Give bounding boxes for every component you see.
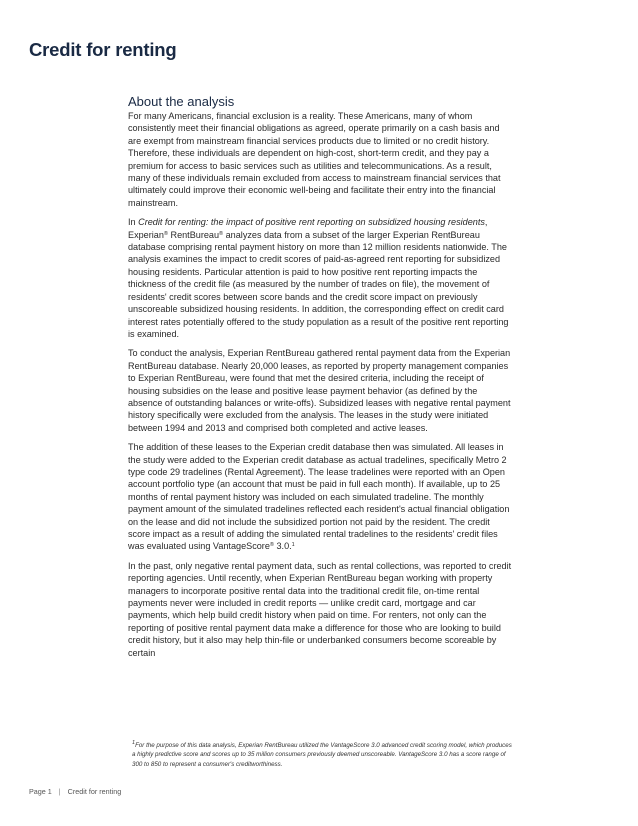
footnote-marker: 1 xyxy=(132,740,136,746)
footnote-text: For the purpose of this data analysis, Experian RentBureau utilized the VantageScore 3.0 advanced credit scoring model, which produces a highly predictive score and scores up to 35 million consumers previously deemed unscoreable. VantageScore 3.0 has a score range of 300 to 850 to represent a consumer's creditworthiness. xyxy=(132,742,512,768)
text-run: In xyxy=(128,217,139,228)
text-run: 3.0. xyxy=(273,541,292,552)
paragraph-methodology: To conduct the analysis, Experian RentBureau gathered rental payment data from the Experian RentBureau database. Nearly 20,000 leases, as reported by property management companies to Experian RentBureau, were found that met the desired criteria, including the receipt of housing subsidies on the lease and positive lease payment behavior (as defined by the absence of outstanding balances or write-offs). Subsidized leases with negative rental payment history specifically were excluded from the analysis. The leases in the study were initiated between 1994 and 2013 and comprised both completed and active leases. xyxy=(128,348,511,433)
footer-label: Credit for renting xyxy=(67,787,122,796)
main-content xyxy=(128,94,512,666)
registered-mark: ® xyxy=(269,542,274,549)
text-run: analyzes data from a subset of the larger Experian RentBureau database comprising rental payment history on more than 12 million residents nationwide. The analysis examines the impact to credit scores of paid-as-agreed rent reporting for subsidized housing residents. Particular attention is paid to how positive rent reporting impacts the thickness of the credit file (as measured by the number of trades on file), the movement of residents' credit scores between score bands and the credit score impact on previously unscoreable subsidized housing residents. In addition, the corresponding effect on credit card interest rates potentially offered to the study population as a result of the positive rent reporting is examined. xyxy=(128,229,509,339)
footnote-reference: 1 xyxy=(291,542,295,549)
registered-mark: ® xyxy=(219,230,224,237)
page-footer xyxy=(29,787,121,796)
document-title: Credit for renting xyxy=(29,39,177,61)
page-number: Page 1 xyxy=(29,787,52,796)
paragraph-intro: For many Americans, financial exclusion is a reality. These Americans, many of whom consistently meet their financial obligations as agreed, operate primarily on a cash basis and are exempt from mainstream financial services products due to limited or no credit history. Therefore, these individuals are dependent on high-cost, short-term credit, and they pay a premium for access to basic services such as utilities and telecommunications. As a result, many of these individuals remain excluded from access to mainstream financial services that ultimately could improve their economic well-being and facilitate their entry into the financial mainstream. xyxy=(128,111,501,208)
footer-separator: | xyxy=(58,787,61,796)
text-run: , Experian xyxy=(128,217,488,240)
registered-mark: ® xyxy=(163,230,168,237)
section-heading: About the analysis xyxy=(128,94,235,109)
footnote xyxy=(132,741,512,769)
paragraph-background: In the past, only negative rental payment data, such as rental collections, was reported to credit reporting agencies. Until recently, when Experian RentBureau began working with property managers to incorporate positive rental data into the traditional credit file, on-time rental payments never were included in credit reports — unlike credit card, mortgage and car payments, which help build credit history when paid on time. For renters, not only can the reporting of positive rental payment data make a difference for those who are looking to build credit history, but it also may help thin-file or underbanked consumers become scoreable by certain xyxy=(128,560,512,658)
paragraph-simulation xyxy=(128,441,512,553)
text-run: The addition of these leases to the Experian credit database then was simulated. All leases in the study were added to the Experian credit database as actual tradelines, specifically Metro 2 type code 29 tradelines (Rental Agreement). The lease tradelines were reported with an Open account portfolio type (an account that must be paid in full each month). If available, up to 25 months of rental payment history was included on each simulated tradeline. The monthly payment amount of the simulated tradelines reflected each resident's actual financial obligation on the lease and did not include the subsidized portion not paid by the resident. The credit score impact as a result of adding the simulated rental tradelines to the residents' credit files was evaluated using VantageScore xyxy=(128,442,510,552)
study-title-italic: Credit for renting: the impact of positive rent reporting on subsidized housing residents xyxy=(138,217,485,228)
text-run: RentBureau xyxy=(167,229,220,240)
paragraph-study-overview xyxy=(128,216,512,340)
